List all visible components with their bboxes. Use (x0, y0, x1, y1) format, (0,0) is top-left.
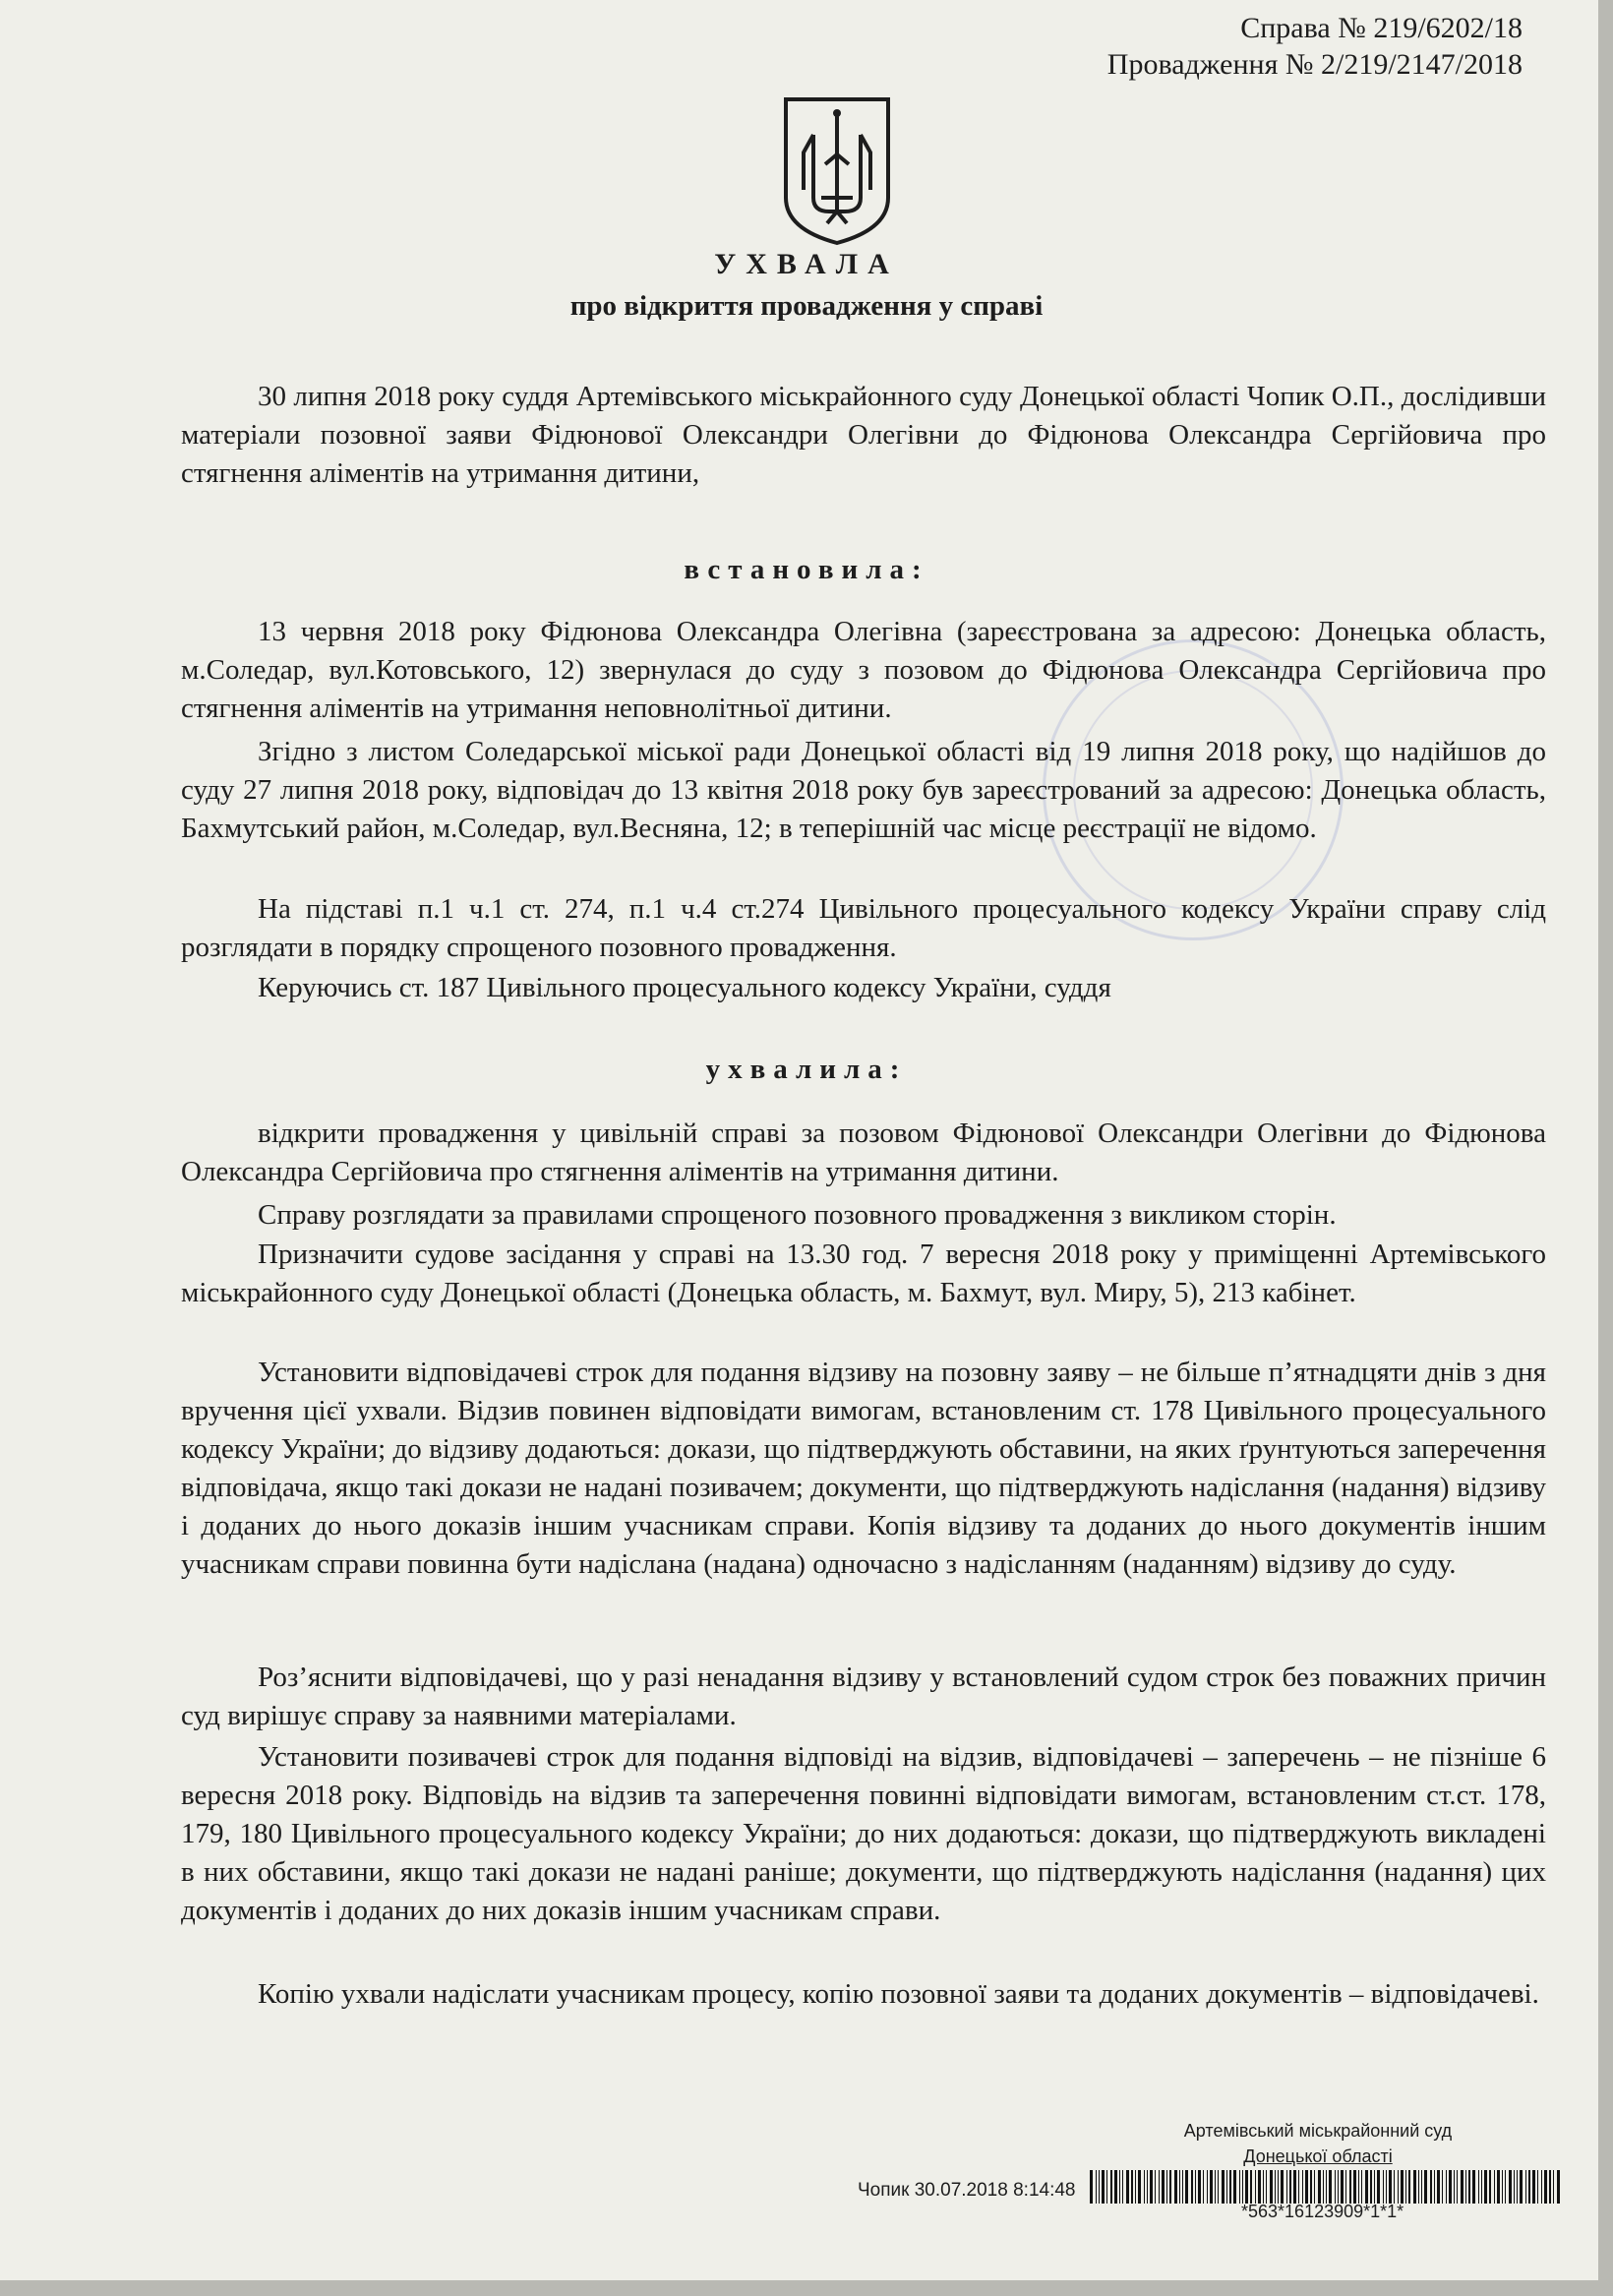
document-title: УХВАЛА (714, 248, 899, 280)
established-paragraph-3: На підставі п.1 ч.1 ст. 274, п.1 ч.4 ст.274 Цивільного процесуального кодексу України справу слід розглядати в порядку спрощеного позовного провадження. (181, 893, 1546, 963)
court-name-line-1: Артемівський міськрайонний суд (1183, 2121, 1453, 2141)
coat-of-arms-icon (782, 95, 892, 247)
case-number: Справа № 219/6202/18 (1240, 12, 1523, 44)
case-header (1107, 10, 1523, 83)
resolved-paragraph-5: Роз’яснити відповідачеві, що у разі ненадання відзиву у встановлений судом строк без поважних причин суд вирішує справу за наявними матеріалами. (181, 1662, 1546, 1731)
resolved-paragraph-6: Установити позивачеві строк для подання відповіді на відзив, відповідачеві – заперечень – не пізніше 6 вересня 2018 року. Відповідь на відзив та заперечення повинні відповідати вимогам, встановленим ст.ст. 178, 179, 180 Цивільного процесуального кодексу України; до них додаються: докази, що підтверджують викладені в них обставини, якщо такі докази не надані раніше; документи, що підтверджують надіслання (надання) цих документів і доданих до них доказів іншим учасникам справи. (181, 1741, 1546, 1926)
section-resolved-heading: ухвалила: (705, 1054, 908, 1085)
resolved-paragraph-2: Справу розглядати за правилами спрощеного позовного провадження з викликом сторін. (258, 1199, 1337, 1231)
established-paragraph-4: Керуючись ст. 187 Цивільного процесуального кодексу України, суддя (258, 972, 1111, 1003)
established-paragraph-2: Згідно з листом Соледарської міської ради Донецької області від 19 липня 2018 року, що надійшов до суду 27 липня 2018 року, відповідач до 13 квітня 2018 року був зареєстрований за адресою: Донецька область, Бахмутський район, м.Соледар, вул.Весняна, 12; в теперішній час місце реєстрації не відомо. (181, 736, 1546, 844)
proceeding-number: Провадження № 2/219/2147/2018 (1106, 48, 1523, 81)
resolved-paragraph-4: Установити відповідачеві строк для подання відзиву на позовну заяву – не більше п’ятнадцяти днів з дня вручення цієї ухвали. Відзив повинен відповідати вимогам, встановленим ст. 178 Цивільного процесуального кодексу України; до відзиву додаються: докази, що підтверджують обставини, на яких ґрунтуються заперечення відповідача, якщо такі докази не надані позивачем; документи, що підтверджують надіслання (надання) відзиву і доданих до нього доказів іншим учасникам справи. Копія відзиву та доданих до нього документів іншим учасникам справи повинна бути надіслана (надана) одночасно з надісланням (наданням) відзиву до суду. (181, 1357, 1546, 1580)
intro-paragraph: 30 липня 2018 року суддя Артемівського міськрайонного суду Донецької області Чопик О.П., дослідивши матеріали позовної заяви Фідюнової Олександри Олегівни до Фідюнова Олександра Сергійовича про стягнення аліментів на утримання дитини, (181, 381, 1546, 489)
established-paragraph-1: 13 червня 2018 року Фідюнова Олександра Олегівна (зареєстрована за адресою: Донецька область, м.Соледар, вул.Котовського, 12) звернулася до суду з позовом до Фідюнова Олександра Сергійовича про стягнення аліментів на утримання неповнолітньої дитини. (181, 616, 1546, 724)
resolved-paragraph-3: Призначити судове засідання у справі на 13.30 год. 7 вересня 2018 року у приміщенні Артемівського міськрайонного суду Донецької області (Донецька область, м. Бахмут, вул. Миру, 5), 213 кабінет. (181, 1239, 1546, 1308)
registration-timestamp: Чопик 30.07.2018 8:14:48 (858, 2180, 1076, 2201)
section-established-heading: встановила: (684, 554, 929, 585)
document-subtitle: про відкриття провадження у справі (569, 290, 1044, 322)
barcode-number: *563*16123909*1*1* (1241, 2202, 1404, 2221)
resolved-paragraph-7: Копію ухвали надіслати учасникам процесу, копію позовної заяви та доданих документів – відповідачеві. (258, 1978, 1539, 2010)
court-registration-label (1141, 2118, 1495, 2169)
court-name-line-2: Донецької області (1243, 2146, 1393, 2166)
barcode-icon (1090, 2170, 1562, 2204)
resolved-paragraph-1: відкрити провадження у цивільній справі за позовом Фідюнової Олександри Олегівни до Фідюнова Олександра Сергійовича про стягнення аліментів на утримання дитини. (181, 1118, 1546, 1187)
